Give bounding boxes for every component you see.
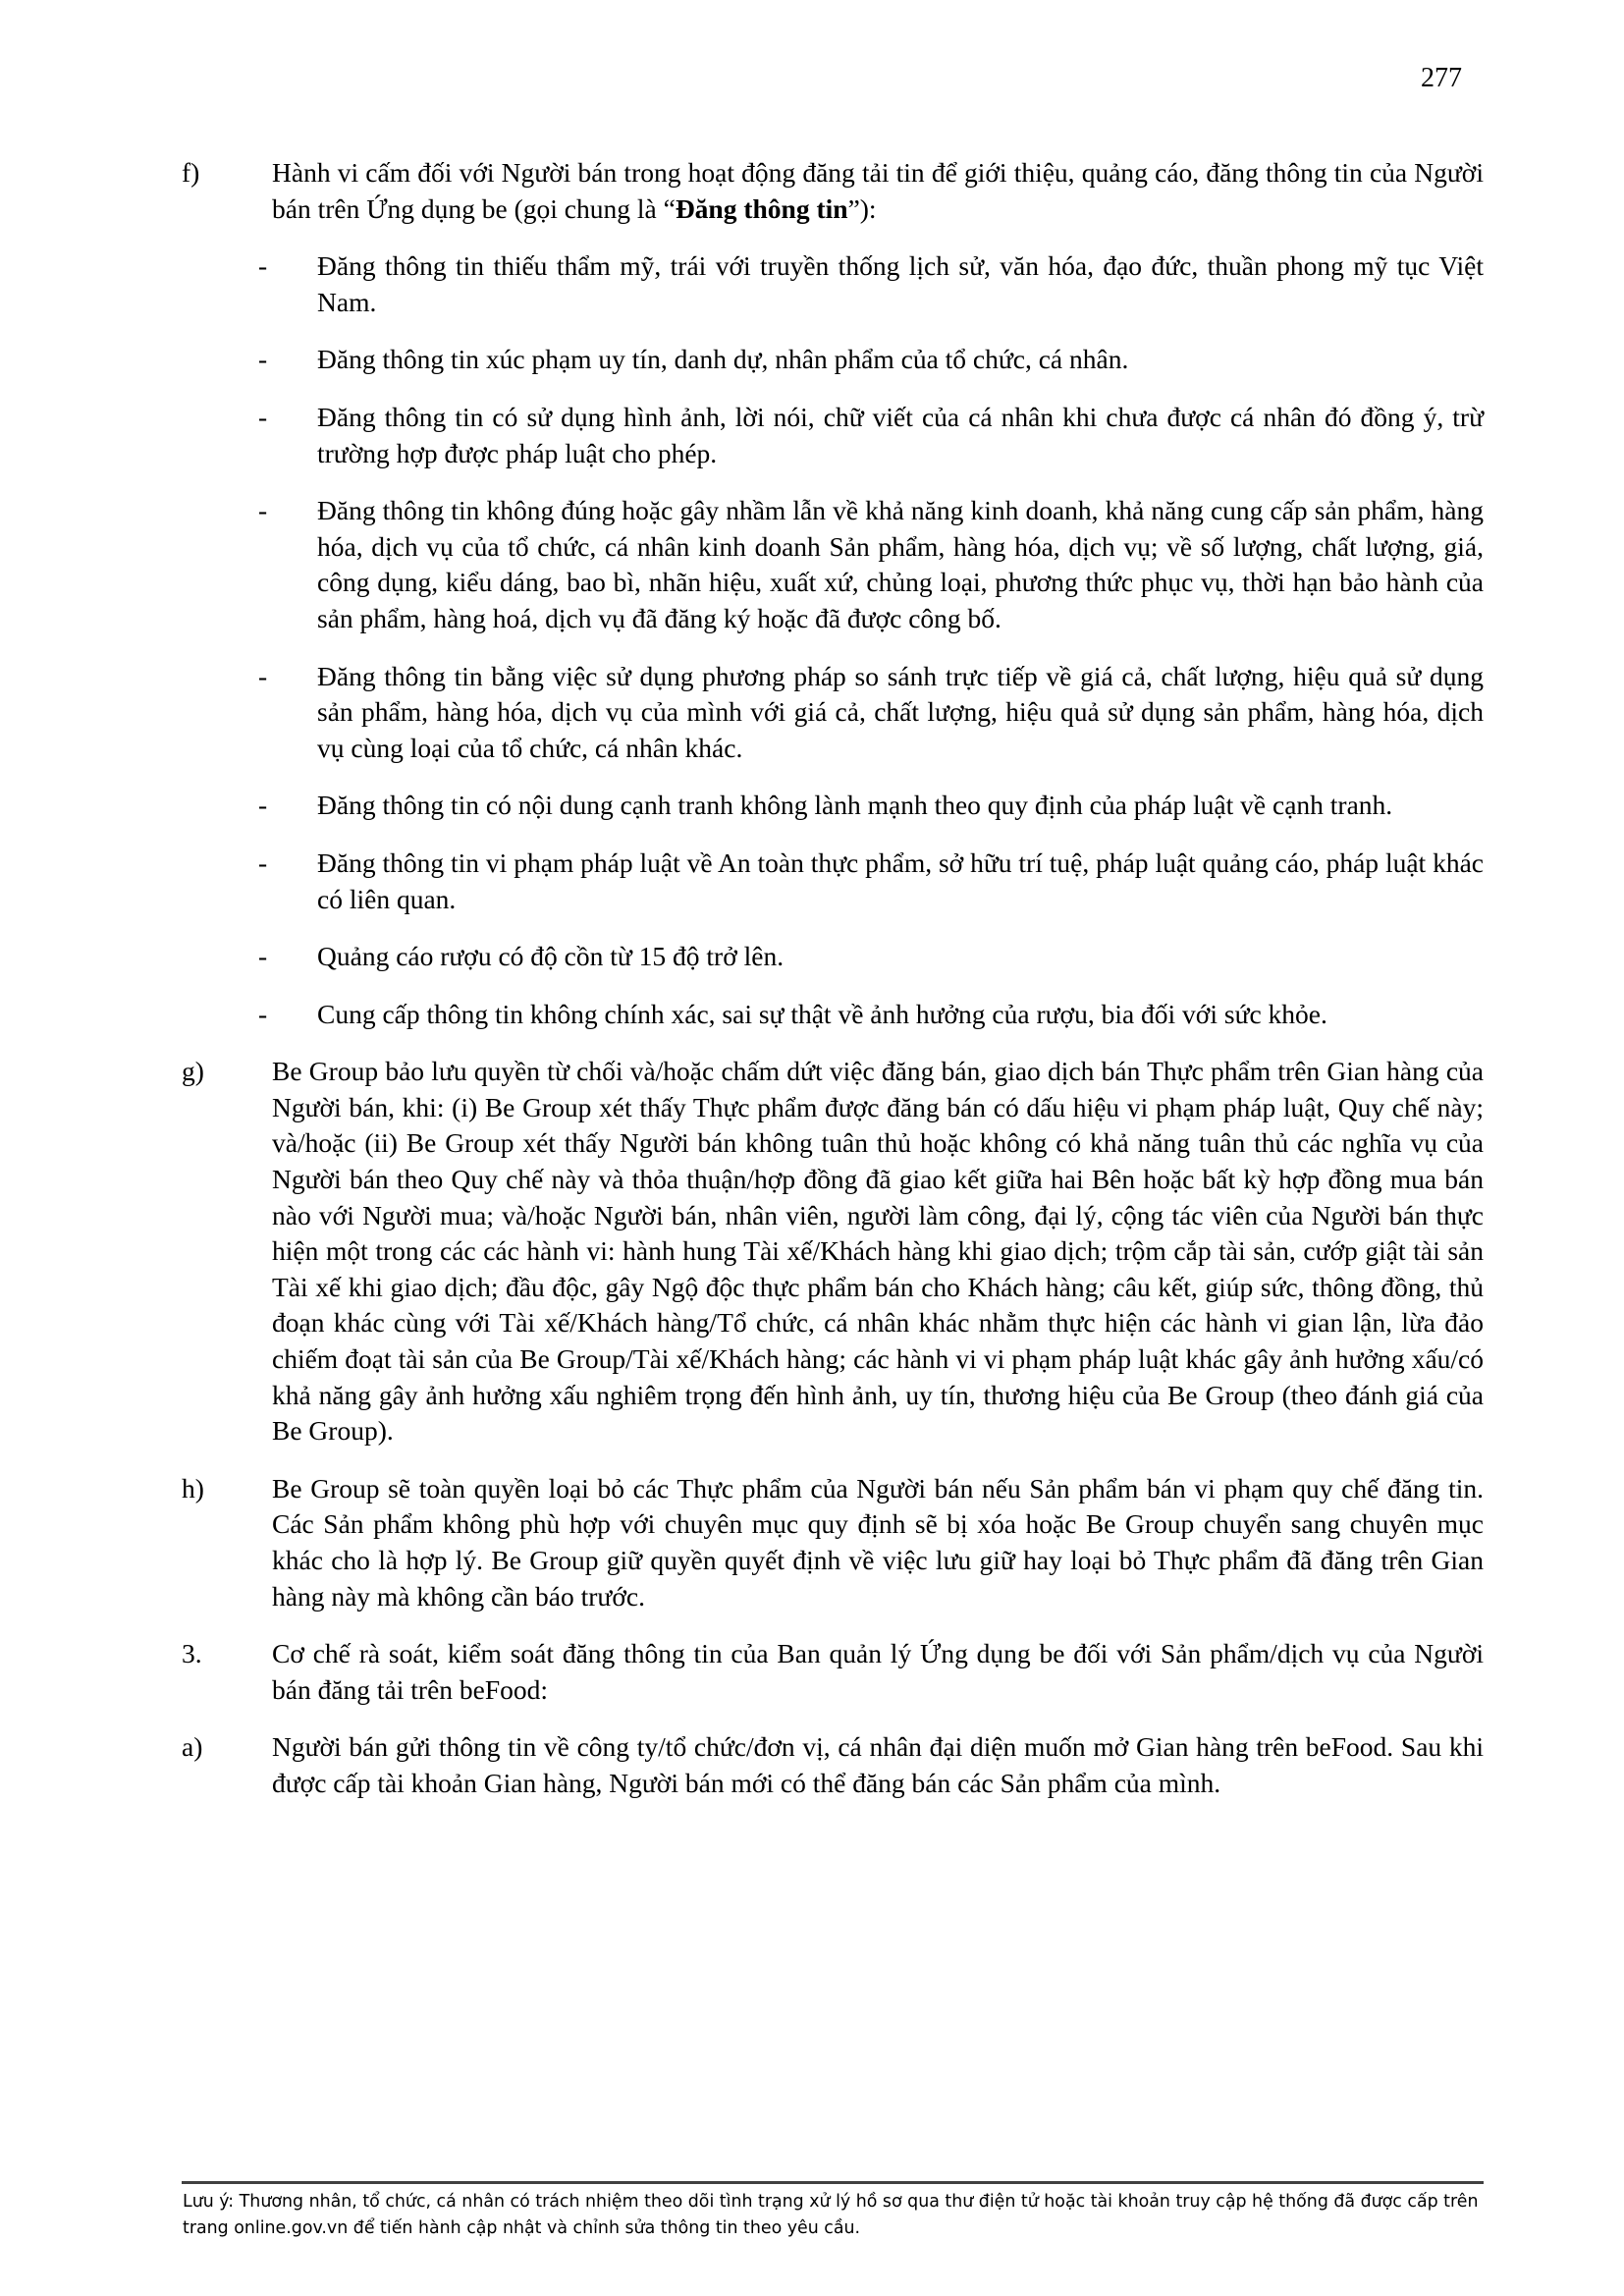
defined-term: Đăng thông tin [675,192,848,224]
list-item [182,493,1484,636]
bullet-dash: - [258,847,268,878]
clause-marker: h) [182,1472,204,1503]
clause-h [182,1471,1484,1614]
bullet-dash: - [258,401,268,432]
list-item-text: Đăng thông tin không đúng hoặc gây nhầm lẫn về khả năng kinh doanh, khả năng cung cấp sản phẩm, hàng hóa, dịch vụ của tổ chức, cá nhân kinh doanh Sản phẩm, hàng hóa, dịch vụ; về số lượng, chất lượng, giá, công dụng, kiểu dáng, bao bì, nhãn hiệu, xuất xứ, chủng loại, phương thức phục vụ, thời hạn bảo hành của sản phẩm, hàng hoá, dịch vụ đã đăng ký hoặc đã được công bố. [317,495,1484,633]
list-item-text: Đăng thông tin bằng việc sử dụng phương pháp so sánh trực tiếp về giá cả, chất lượng, hiệu quả sử dụng sản phẩm, hàng hóa, dịch vụ của mình với giá cả, chất lượng, hiệu quả sử dụng sản phẩm, hàng hóa, dịch vụ cùng loại của tổ chức, cá nhân khác. [317,660,1484,763]
list-item-text: Đăng thông tin có nội dung cạnh tranh không lành mạnh theo quy định của pháp luật về cạnh tranh. [317,790,1393,821]
bullet-dash: - [258,790,268,821]
clause-marker: g) [182,1056,204,1087]
section-3 [182,1636,1484,1708]
document-body [182,155,1484,1824]
footer-note: Lưu ý: Thương nhân, tổ chức, cá nhân có trách nhiệm theo dõi tình trạng xử lý hồ sơ qua thư điện tử hoặc tài khoản truy cập hệ thống đã được cấp trên trang online.gov.vn để tiến hành cập nhật và chỉnh sửa thông tin theo yêu cầu. [183,2192,1479,2238]
clause-marker: f) [182,157,200,188]
bullet-dash: - [258,495,268,526]
list-item [182,342,1484,378]
clause-text: Người bán gửi thông tin về công ty/tổ chức/đơn vị, cá nhân đại diện muốn mở Gian hàng trên beFood. Sau khi được cấp tài khoản Gian hàng, Người bán mới có thể đăng bán các Sản phẩm của mình. [272,1731,1484,1798]
list-item [182,248,1484,320]
list-item-text: Đăng thông tin thiếu thẩm mỹ, trái với truyền thống lịch sử, văn hóa, đạo đức, thuần phong mỹ tục Việt Nam. [317,250,1484,317]
list-item-text: Đăng thông tin có sử dụng hình ảnh, lời nói, chữ viết của cá nhân khi chưa được cá nhân đó đồng ý, trừ trường hợp được pháp luật cho phép. [317,401,1484,468]
footer-divider [182,2181,1484,2184]
list-item-text: Đăng thông tin xúc phạm uy tín, danh dự, nhân phẩm của tổ chức, cá nhân. [317,344,1129,375]
list-item [182,846,1484,917]
list-item [182,788,1484,824]
list-item [182,939,1484,975]
list-item [182,400,1484,471]
clause-g [182,1054,1484,1449]
bullet-dash: - [258,998,268,1029]
list-item [182,997,1484,1033]
bullet-dash: - [258,250,268,282]
list-item-text: Cung cấp thông tin không chính xác, sai sự thật về ảnh hưởng của rượu, bia đối với sức khỏe. [317,998,1327,1029]
section-marker: 3. [182,1638,202,1669]
clause-text-before: Hành vi cấm đối với Người bán trong hoạt động đăng tải tin để giới thiệu, quảng cáo, đăng thông tin của Người bán trên Ứng dụng be (gọi chung là “ [272,157,1484,224]
list-item-text: Đăng thông tin vi phạm pháp luật về An toàn thực phẩm, sở hữu trí tuệ, pháp luật quảng cáo, pháp luật khác có liên quan. [317,847,1484,914]
clause-f [182,155,1484,1032]
clause-text-after: ”): [847,192,877,224]
clause-marker: a) [182,1731,203,1763]
bullet-dash: - [258,344,268,375]
bullet-dash: - [258,660,268,691]
list-item [182,659,1484,767]
clause-text [272,155,1484,227]
bullet-dash: - [258,941,268,972]
list-item-text: Quảng cáo rượu có độ cồn từ 15 độ trở lên. [317,941,785,972]
page-number: 277 [1421,63,1462,93]
bullet-list [258,248,1484,1032]
clause-text: Be Group bảo lưu quyền từ chối và/hoặc chấm dứt việc đăng bán, giao dịch bán Thực phẩm trên Gian hàng của Người bán, khi: (i) Be Group xét thấy Thực phẩm được đăng bán có dấu hiệu vi phạm pháp luật, Quy chế này; và/hoặc (ii) Be Group xét thấy Người bán không tuân thủ hoặc không có khả năng tuân thủ các nghĩa vụ của Người bán theo Quy chế này và thỏa thuận/hợp đồng đã giao kết giữa hai Bên hoặc bất kỳ hợp đồng mua bán nào với Người mua; và/hoặc Người bán, nhân viên, người làm công, đại lý, cộng tác viên của Người bán thực hiện một trong các các hành vi: hành hung Tài xế/Khách hàng khi giao dịch; trộm cắp tài sản, cướp giật tài sản Tài xế khi giao dịch; đầu độc, gây Ngộ độc thực phẩm bán cho Khách hàng; câu kết, giúp sức, thông đồng, thủ đoạn khác cùng với Tài xế/Khách hàng/Tổ chức, cá nhân khác nhằm thực hiện các hành vi gian lận, lừa đảo chiếm đoạt tài sản của Be Group/Tài xế/Khách hàng; các hành vi vi phạm pháp luật khác gây ảnh hưởng xấu/có khả năng gây ảnh hưởng xấu nghiêm trọng đến hình ảnh, uy tín, thương hiệu của Be Group (theo đánh giá của Be Group). [272,1056,1484,1447]
section-text: Cơ chế rà soát, kiểm soát đăng thông tin của Ban quản lý Ứng dụng be đối với Sản phẩm/dịch vụ của Người bán đăng tải trên beFood: [272,1638,1484,1705]
clause-a [182,1729,1484,1801]
clause-text: Be Group sẽ toàn quyền loại bỏ các Thực phẩm của Người bán nếu Sản phẩm bán vi phạm quy chế đăng tin. Các Sản phẩm không phù hợp với chuyên mục quy định sẽ bị xóa hoặc Be Group chuyển sang chuyên mục khác cho là hợp lý. Be Group giữ quyền quyết định về việc lưu giữ hay loại bỏ Thực phẩm đã đăng trên Gian hàng này mà không cần báo trước. [272,1472,1484,1612]
